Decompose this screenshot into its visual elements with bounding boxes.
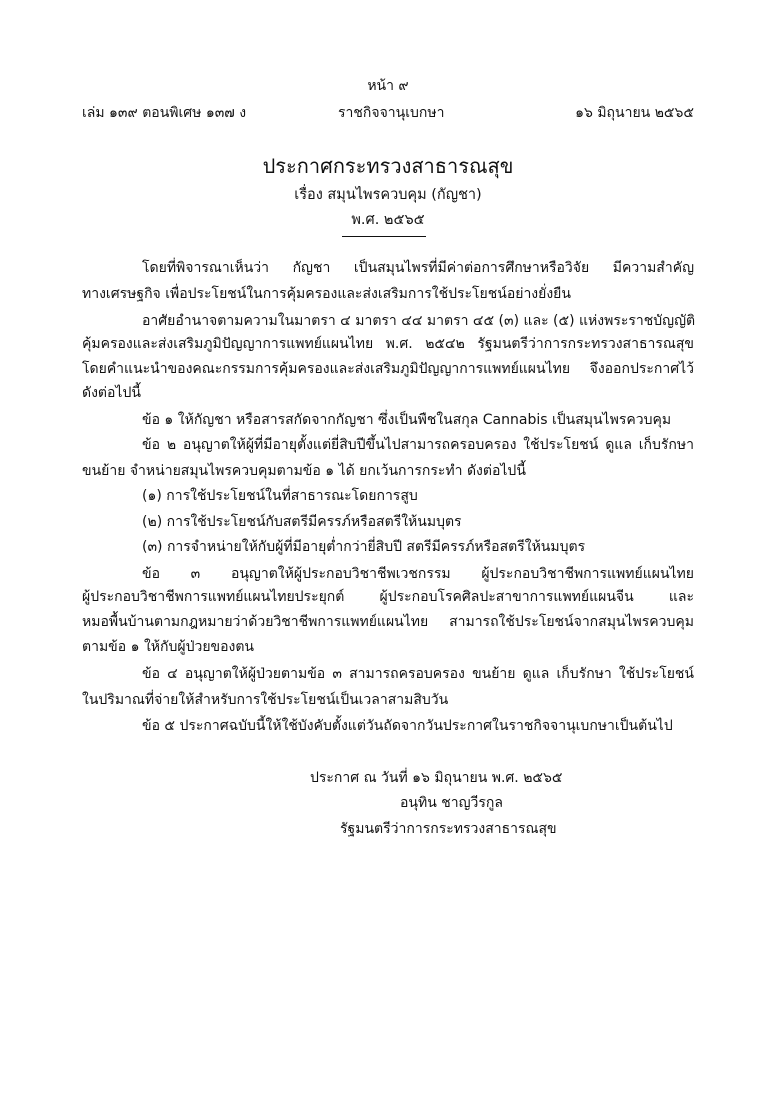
body-line: ข้อ ๑ ให้กัญชา หรือสารสกัดจากกัญชา ซึ่งเป็นพืชในสกุล Cannabis เป็นสมุนไพรควบคุม <box>142 412 672 428</box>
body-line: อาศัยอำนาจตามความในมาตรา ๔ มาตรา ๔๔ มาตรา ๔๕ (๓) และ (๕) แห่งพระราชบัญญัติ <box>142 313 696 329</box>
signatory-position: รัฐมนตรีว่าการกระทรวงสาธารณสุข <box>340 821 557 837</box>
document-title: ประกาศกระทรวงสาธารณสุข <box>262 154 514 178</box>
body-line: ดังต่อไปนี้ <box>82 385 141 401</box>
body-line: ข้อ ๕ ประกาศฉบับนี้ให้ใช้บังคับตั้งแต่วันถัดจากวันประกาศในราชกิจจานุเบกษาเป็นต้นไป <box>142 718 673 734</box>
body-line: ทางเศรษฐกิจ เพื่อประโยชน์ในการคุ้มครองและส่งเสริมการใช้ประโยชน์อย่างยั่งยืน <box>82 286 571 302</box>
body-line: ในปริมาณที่จ่ายให้สำหรับการใช้ประโยชน์เป็นเวลาสามสิบวัน <box>82 692 449 708</box>
page-number: หน้า ๙ <box>367 78 409 94</box>
body-line: ข้อ ๒ อนุญาตให้ผู้ที่มีอายุตั้งแต่ยี่สิบปีขึ้นไปสามารถครอบครอง ใช้ประโยชน์ ดูแล เก็บรักษา <box>142 437 694 453</box>
body-line: ตามข้อ ๑ ให้กับผู้ป่วยของตน <box>82 639 255 655</box>
body-line: คุ้มครองและส่งเสริมภูมิปัญญาการแพทย์แผนไทย พ.ศ. ๒๕๔๒ รัฐมนตรีว่าการกระทรวงสาธารณสุข <box>82 336 694 352</box>
title-divider <box>342 236 426 237</box>
body-line: ขนย้าย จำหน่ายสมุนไพรควบคุมตามข้อ ๑ ได้ ยกเว้นการกระทำ ดังต่อไปนี้ <box>82 463 526 479</box>
body-line: หมอพื้นบ้านตามกฎหมายว่าด้วยวิชาชีพการแพทย์แผนไทย สามารถใช้ประโยชน์จากสมุนไพรควบคุม <box>82 614 694 630</box>
body-line: โดยที่พิจารณาเห็นว่า กัญชา เป็นสมุนไพรที่มีค่าต่อการศึกษาหรือวิจัย มีความสำคัญ <box>142 260 694 276</box>
body-line: โดยคำแนะนำของคณะกรรมการคุ้มครองและส่งเสริมภูมิปัญญาการแพทย์แผนไทย จึงออกประกาศไว้ <box>82 361 694 377</box>
announcement-date: ประกาศ ณ วันที่ ๑๖ มิถุนายน พ.ศ. ๒๕๖๕ <box>310 770 563 786</box>
list-item: (๓) การจำหน่ายให้กับผู้ที่มีอายุต่ำกว่ายี่สิบปี สตรีมีครรภ์หรือสตรีให้นมบุตร <box>142 539 586 555</box>
list-item: (๒) การใช้ประโยชน์กับสตรีมีครรภ์หรือสตรีให้นมบุตร <box>142 514 462 530</box>
list-item: (๑) การใช้ประโยชน์ในที่สาธารณะโดยการสูบ <box>142 488 418 504</box>
body-line: ข้อ ๔ อนุญาตให้ผู้ป่วยตามข้อ ๓ สามารถครอบครอง ขนย้าย ดูแล เก็บรักษา ใช้ประโยชน์ <box>142 666 694 682</box>
document-year: พ.ศ. ๒๕๖๕ <box>351 212 425 228</box>
signatory-name: อนุทิน ชาญวีรกูล <box>400 795 503 811</box>
gazette-volume: เล่ม ๑๓๙ ตอนพิเศษ ๑๓๗ ง <box>82 105 247 121</box>
gazette-date: ๑๖ มิถุนายน ๒๕๖๕ <box>575 105 694 121</box>
gazette-name: ราชกิจจานุเบกษา <box>338 105 445 121</box>
document-subject: เรื่อง สมุนไพรควบคุม (กัญชา) <box>294 187 482 203</box>
body-line: ผู้ประกอบวิชาชีพการแพทย์แผนไทยประยุกต์ ผู้ประกอบโรคศิลปะสาขาการแพทย์แผนจีน และ <box>82 589 694 605</box>
body-line: ข้อ ๓ อนุญาตให้ผู้ประกอบวิชาชีพเวชกรรม ผู้ประกอบวิชาชีพการแพทย์แผนไทย <box>142 566 694 582</box>
